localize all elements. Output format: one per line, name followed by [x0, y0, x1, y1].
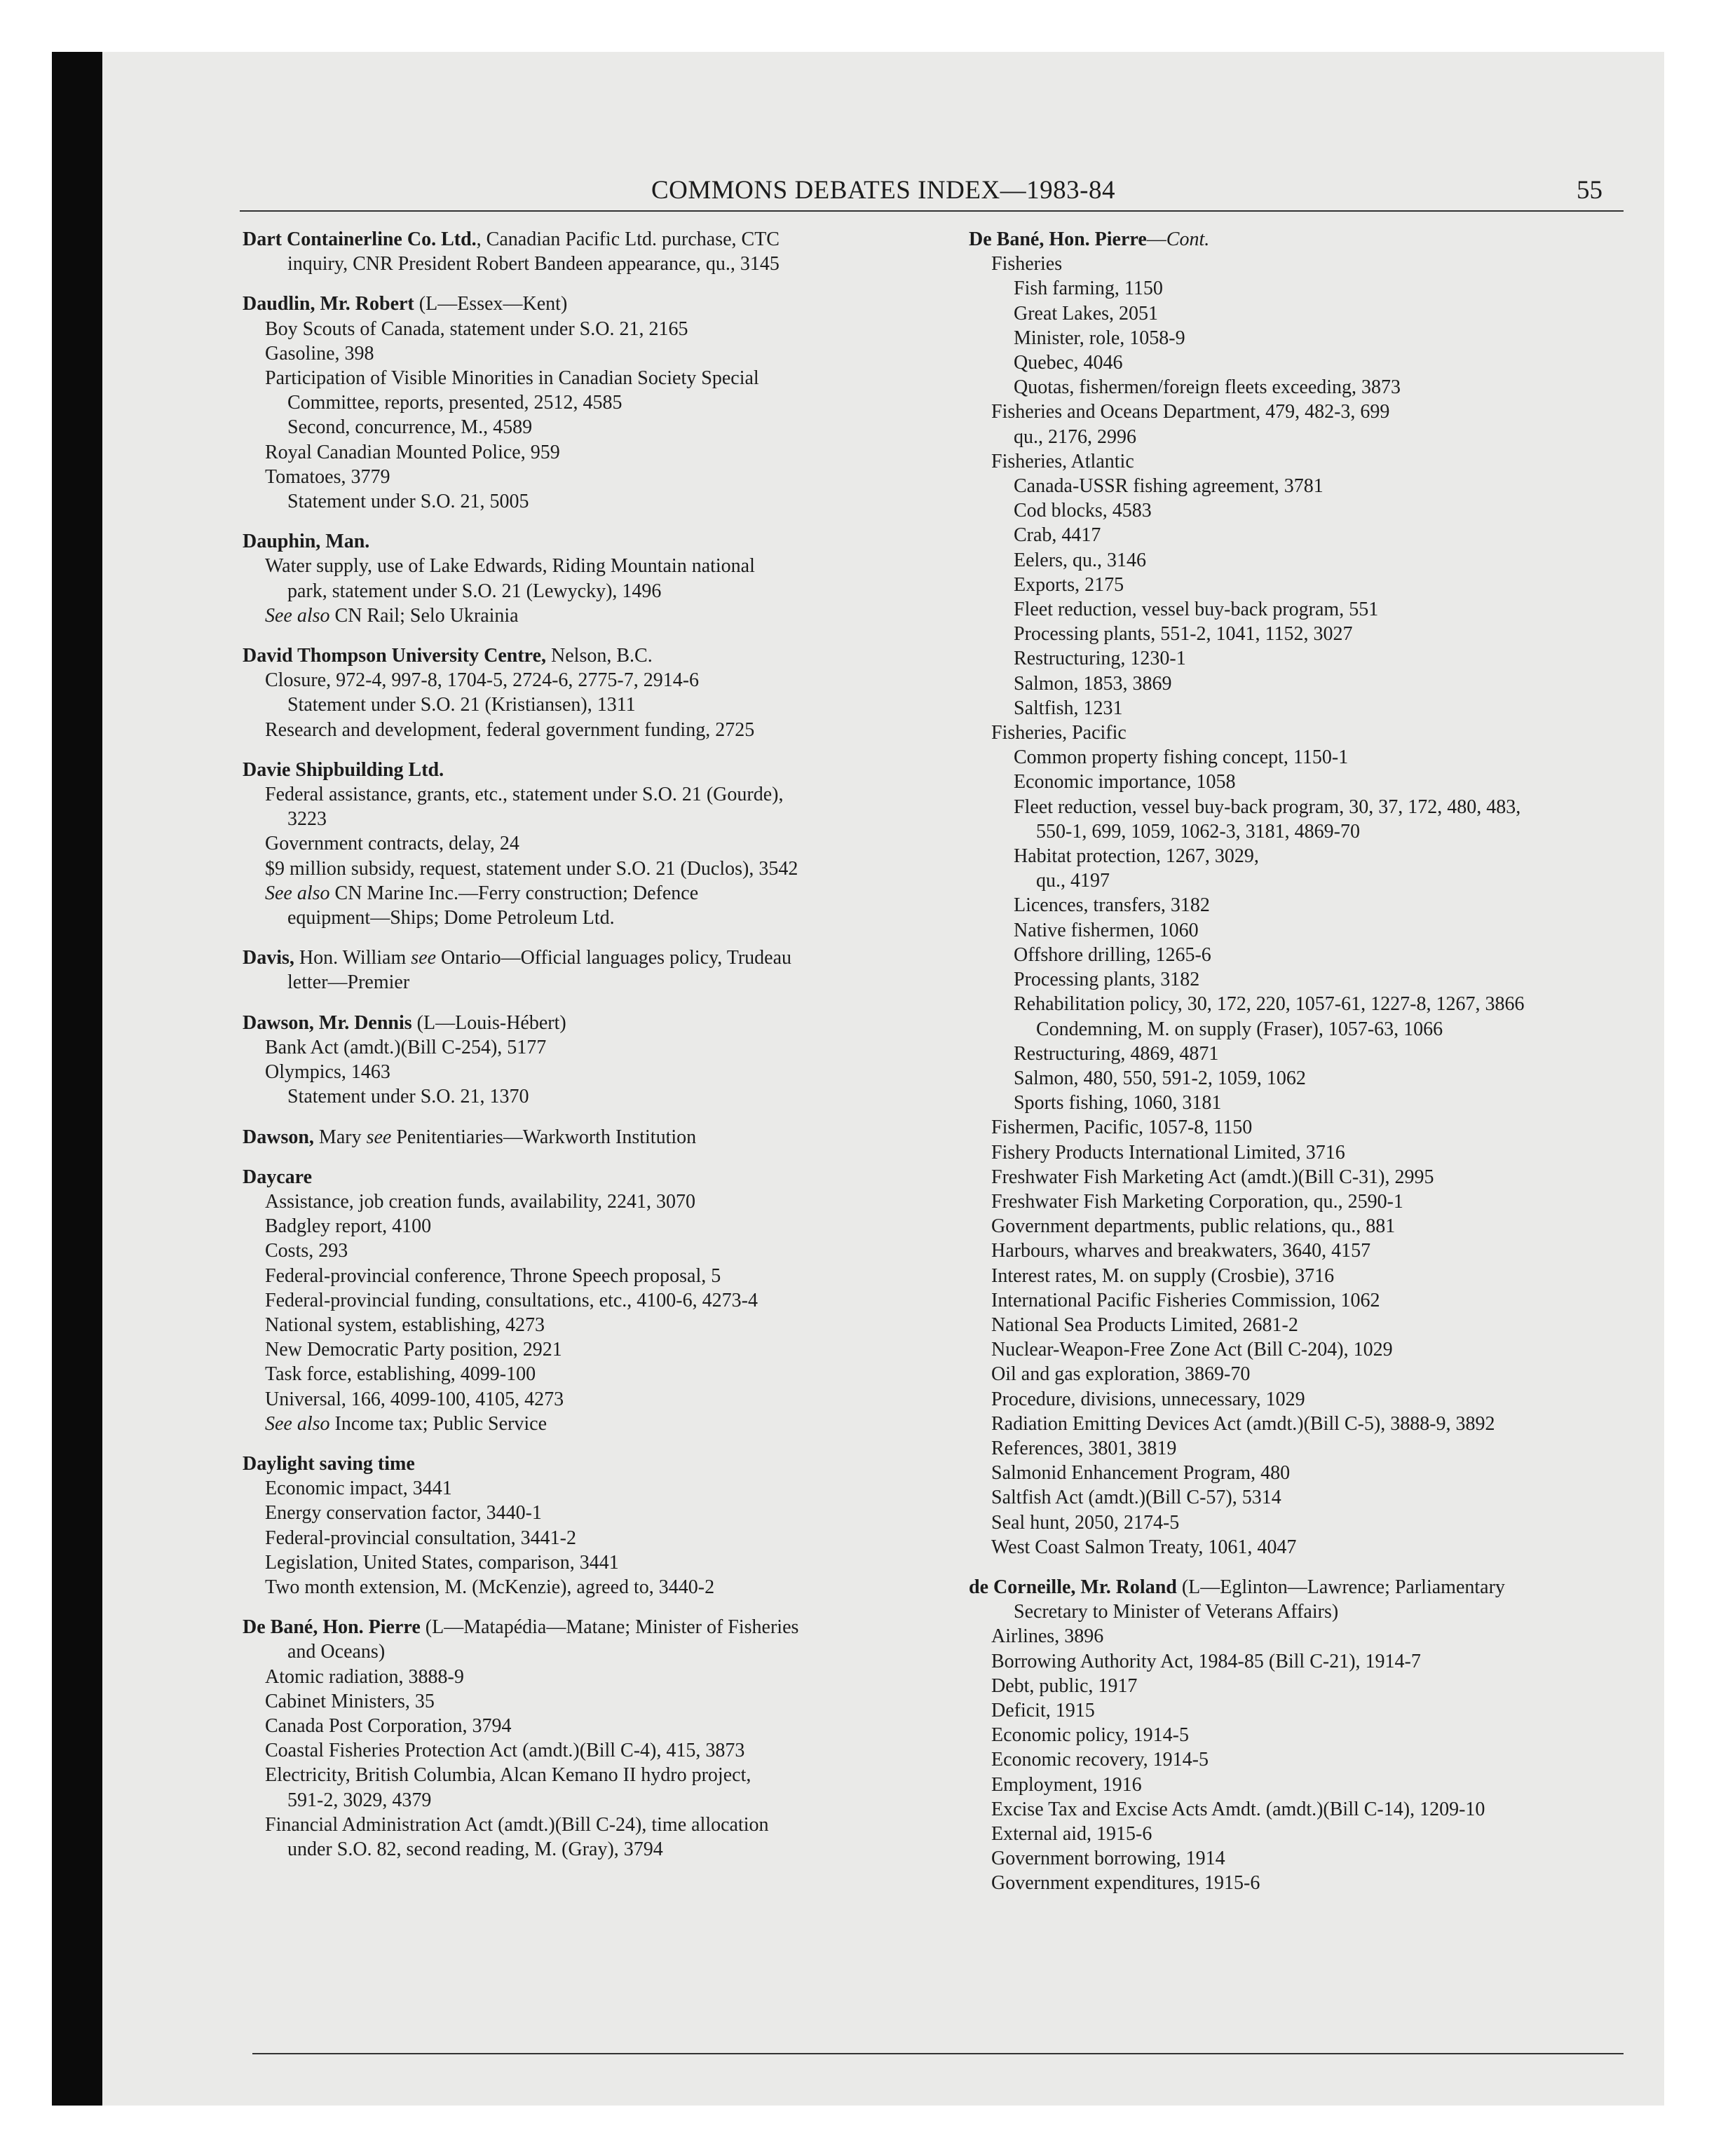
entry-text: Restructuring, 1230-1: [1014, 648, 1186, 670]
entry-subline: [243, 415, 951, 439]
entry-subline: [969, 573, 1664, 597]
entry-name: De Bané, Hon. Pierre: [969, 228, 1147, 250]
entry-subline: [243, 440, 951, 465]
entry-subline: [969, 918, 1664, 943]
entry-subline: [969, 1535, 1664, 1560]
entry-text: Secretary to Minister of Veterans Affairs): [1014, 1601, 1339, 1623]
entry-subline: [969, 1461, 1664, 1485]
entry-name: Dart Containerline Co. Ltd.: [243, 228, 477, 250]
entry-text: Federal assistance, grants, etc., statement under S.O. 21 (Gourde),: [265, 784, 784, 806]
index-entry: [243, 946, 951, 995]
entry-text: Royal Canadian Mounted Police, 959: [265, 441, 560, 463]
entry-subline: [969, 1871, 1664, 1895]
entry-text: Penitentiaries—Warkworth Institution: [391, 1126, 697, 1148]
entry-subline: [969, 301, 1664, 326]
entry-text: West Coast Salmon Treaty, 1061, 4047: [991, 1536, 1297, 1558]
entry-subline: [243, 1313, 951, 1337]
entry-text: Excise Tax and Excise Acts Amdt. (amdt.)(Bill C-14), 1209-10: [991, 1798, 1485, 1820]
entry-text: Canada Post Corporation, 3794: [265, 1714, 512, 1737]
entry-text: Employment, 1916: [991, 1773, 1142, 1796]
entry-text: Fisheries and Oceans Department, 479, 482-3, 699: [991, 401, 1390, 423]
entry-subline: [969, 943, 1664, 967]
entry-text: Great Lakes, 2051: [1014, 302, 1159, 325]
entry-subline: [243, 603, 951, 628]
entry-heading: [243, 292, 951, 316]
entry-subline: [969, 721, 1664, 745]
entry-subline: [969, 1387, 1664, 1412]
entry-text: Federal-provincial funding, consultations, etc., 4100-6, 4273-4: [265, 1289, 758, 1311]
entry-heading: [243, 1011, 951, 1035]
entry-heading: [243, 529, 951, 554]
entry-text: Nelson, B.C.: [546, 645, 653, 667]
cross-ref-label: see: [411, 947, 437, 969]
entry-text: Quotas, fishermen/foreign fleets exceeding, 3873: [1014, 376, 1401, 399]
index-entry: [243, 1452, 951, 1599]
entry-text: Coastal Fisheries Protection Act (amdt.)(Bill C-4), 415, 3873: [265, 1740, 745, 1762]
entry-text: Government expenditures, 1915-6: [991, 1872, 1260, 1895]
entry-subline: [969, 1264, 1664, 1288]
entry-text: (L—Essex—Kent): [414, 293, 568, 315]
entry-text: Task force, establishing, 4099-100: [265, 1363, 536, 1386]
entry-heading: [969, 1575, 1664, 1599]
entry-subline: [969, 1747, 1664, 1772]
entry-text: Income tax; Public Service: [329, 1412, 547, 1435]
entry-subline: [969, 375, 1664, 400]
entry-subline: [243, 252, 951, 276]
entry-subline: [969, 350, 1664, 375]
entry-name: Dawson, Mr. Dennis: [243, 1011, 412, 1034]
index-entry: [243, 1125, 951, 1149]
entry-text: Saltfish, 1231: [1014, 697, 1123, 719]
entry-subline: [969, 1066, 1664, 1091]
cross-ref-label: see: [366, 1126, 392, 1148]
entry-subline: [243, 1387, 951, 1412]
entry-text: National Sea Products Limited, 2681-2: [991, 1314, 1298, 1336]
entry-subline: [969, 1510, 1664, 1535]
entry-text: inquiry, CNR President Robert Bandeen appearance, qu., 3145: [287, 253, 780, 275]
index-column-left: [243, 227, 951, 1877]
entry-subline: [969, 893, 1664, 917]
page-number: 55: [1577, 176, 1603, 205]
entry-subline: [969, 326, 1664, 350]
entry-subline: [243, 782, 951, 807]
entry-name: Daudlin, Mr. Robert: [243, 293, 414, 315]
entry-subline: [243, 1639, 951, 1664]
entry-text: , Canadian Pacific Ltd. purchase, CTC: [476, 228, 780, 250]
entry-heading: [243, 227, 951, 252]
entry-subline: [969, 1091, 1664, 1115]
entry-text: Native fishermen, 1060: [1014, 919, 1199, 941]
entry-subline: [243, 1189, 951, 1214]
entry-subline: [969, 1822, 1664, 1846]
entry-name: Dawson,: [243, 1126, 314, 1148]
entry-text: Restructuring, 4869, 4871: [1014, 1042, 1219, 1065]
entry-subline: [243, 807, 951, 831]
entry-text: Freshwater Fish Marketing Corporation, qu., 2590-1: [991, 1190, 1403, 1213]
entry-text: Bank Act (amdt.)(Bill C-254), 5177: [265, 1036, 547, 1058]
page-sheet: [102, 52, 1664, 2106]
binding-edge: [52, 52, 102, 2106]
entry-text: Canada-USSR fishing agreement, 3781: [1014, 475, 1324, 498]
entry-text: Freshwater Fish Marketing Act (amdt.)(Bill C-31), 2995: [991, 1166, 1434, 1188]
entry-subline: [969, 622, 1664, 646]
entry-text: Economic recovery, 1914-5: [991, 1749, 1209, 1771]
entry-heading: [243, 1165, 951, 1189]
entry-subline: [243, 906, 951, 930]
entry-subline: [243, 1060, 951, 1084]
entry-subline: [243, 390, 951, 415]
entry-subline: [969, 1846, 1664, 1871]
see-also-label: See also: [265, 882, 330, 904]
entry-text: CN Marine Inc.—Ferry construction; Defence: [329, 882, 699, 904]
entry-subline: [969, 400, 1664, 424]
entry-subline: [243, 1501, 951, 1525]
entry-text: Processing plants, 3182: [1014, 969, 1200, 991]
scanned-page: [52, 52, 1664, 2106]
entry-text: Economic impact, 3441: [265, 1478, 452, 1500]
entry-text: Nuclear-Weapon-Free Zone Act (Bill C-204), 1029: [991, 1339, 1393, 1361]
entry-text: Government borrowing, 1914: [991, 1848, 1225, 1870]
entry-text: Federal-provincial consultation, 3441-2: [265, 1527, 576, 1549]
entry-text: CN Rail; Selo Ukrainia: [329, 604, 519, 627]
entry-subline: [969, 474, 1664, 498]
entry-text: Harbours, wharves and breakwaters, 3640, 4157: [991, 1240, 1371, 1262]
entry-text: Interest rates, M. on supply (Crosbie), 3716: [991, 1264, 1335, 1287]
entry-subline: [969, 1773, 1664, 1797]
entry-subline: [243, 1837, 951, 1862]
entry-subline: [243, 668, 951, 692]
entry-subline: [243, 489, 951, 514]
entry-text: and Oceans): [287, 1641, 386, 1663]
footer-rule: [252, 2053, 1624, 2054]
entry-subline: [969, 992, 1664, 1016]
entry-text: Participation of Visible Minorities in Canadian Society Special: [265, 367, 759, 390]
entry-text: 3223: [287, 808, 327, 831]
entry-subline: [969, 1017, 1664, 1042]
entry-subline: [243, 1575, 951, 1599]
entry-text: Closure, 972-4, 997-8, 1704-5, 2724-6, 2775-7, 2914-6: [265, 669, 700, 692]
entry-text: (L—Louis-Hébert): [411, 1011, 566, 1034]
index-entry: [243, 758, 951, 930]
entry-text: Economic policy, 1914-5: [991, 1724, 1190, 1747]
entry-text: New Democratic Party position, 2921: [265, 1339, 562, 1361]
entry-text: Quebec, 4046: [1014, 352, 1123, 374]
entry-subline: [243, 1264, 951, 1288]
entry-heading: [243, 1452, 951, 1476]
entry-subline: [969, 276, 1664, 301]
entry-subline: [969, 1042, 1664, 1066]
entry-text: Federal-provincial conference, Throne Speech proposal, 5: [265, 1264, 721, 1287]
entry-subline: [243, 1788, 951, 1813]
entry-text: Legislation, United States, comparison, 3441: [265, 1551, 619, 1574]
entry-text: Two month extension, M. (McKenzie), agreed to, 3440-2: [265, 1576, 715, 1598]
see-also-label: See also: [265, 1412, 330, 1435]
entry-text: Crab, 4417: [1014, 524, 1101, 547]
entry-text: Habitat protection, 1267, 3029,: [1014, 845, 1259, 868]
entry-subline: [969, 498, 1664, 523]
entry-text: park, statement under S.O. 21 (Lewycky), 1496: [287, 580, 662, 602]
entry-text: $9 million subsidy, request, statement under S.O. 21 (Duclos), 3542: [265, 857, 798, 880]
entry-text: Government contracts, delay, 24: [265, 833, 519, 855]
entry-subline: [243, 341, 951, 366]
entry-text: Electricity, British Columbia, Alcan Kemano II hydro project,: [265, 1764, 751, 1787]
entry-text: Statement under S.O. 21, 1370: [287, 1086, 529, 1108]
index-entry: [243, 227, 951, 276]
entry-text: Energy conservation factor, 3440-1: [265, 1502, 542, 1524]
entry-text: Eelers, qu., 3146: [1014, 549, 1146, 571]
entry-text: Financial Administration Act (amdt.)(Bill C-24), time allocation: [265, 1813, 769, 1836]
entry-subline: [969, 1362, 1664, 1386]
entry-text: Deficit, 1915: [991, 1699, 1095, 1721]
entry-text: Tomatoes, 3779: [265, 465, 390, 488]
entry-text: —: [1146, 228, 1166, 250]
entry-subline: [969, 425, 1664, 449]
entry-text: Fisheries, Pacific: [991, 722, 1127, 744]
entry-subline: [969, 1165, 1664, 1189]
entry-subline: [243, 1362, 951, 1386]
entry-subline: [243, 1239, 951, 1263]
entry-subline: [969, 1140, 1664, 1165]
entry-subline: [243, 1084, 951, 1109]
index-entry: [969, 227, 1664, 1560]
index-column-right: [969, 227, 1664, 1911]
entry-text: International Pacific Fisheries Commission, 1062: [991, 1289, 1380, 1311]
entry-text: Research and development, federal government funding, 2725: [265, 718, 755, 741]
entry-text: National system, establishing, 4273: [265, 1314, 545, 1336]
entry-subline: [243, 857, 951, 881]
entry-text: Borrowing Authority Act, 1984-85 (Bill C-21), 1914-7: [991, 1650, 1421, 1672]
cross-ref-label: Cont.: [1166, 228, 1210, 250]
entry-subline: [969, 770, 1664, 794]
entry-subline: [969, 868, 1664, 893]
entry-text: Economic importance, 1058: [1014, 771, 1236, 793]
entry-text: qu., 2176, 2996: [1014, 425, 1136, 448]
entry-subline: [969, 597, 1664, 622]
entry-subline: [243, 1714, 951, 1738]
entry-text: Licences, transfers, 3182: [1014, 894, 1210, 917]
entry-text: Salmon, 480, 550, 591-2, 1059, 1062: [1014, 1067, 1306, 1089]
entry-subline: [969, 1189, 1664, 1214]
entry-subline: [969, 1797, 1664, 1822]
entry-heading: [243, 1125, 951, 1149]
entry-text: Universal, 166, 4099-100, 4105, 4273: [265, 1388, 564, 1410]
entry-text: Badgley report, 4100: [265, 1215, 432, 1238]
entry-subline: [969, 548, 1664, 573]
entry-text: letter—Premier: [287, 971, 410, 994]
entry-subline: [969, 844, 1664, 868]
entry-subline: [243, 1526, 951, 1550]
entry-text: Fishery Products International Limited, 3716: [991, 1141, 1345, 1164]
index-entry: [243, 1615, 951, 1862]
entry-subline: [969, 696, 1664, 721]
entry-heading: [243, 1615, 951, 1639]
entry-text: Committee, reports, presented, 2512, 4585: [287, 392, 622, 414]
entry-heading: [243, 946, 951, 970]
entry-subline: [969, 1436, 1664, 1461]
entry-subline: [969, 1214, 1664, 1239]
entry-text: Second, concurrence, M., 4589: [287, 416, 533, 439]
entry-text: Ontario—Official languages policy, Trudeau: [436, 947, 792, 969]
entry-text: Fishermen, Pacific, 1057-8, 1150: [991, 1117, 1253, 1139]
entry-text: Statement under S.O. 21, 5005: [287, 491, 529, 513]
entry-subline: [969, 646, 1664, 671]
entry-text: Sports fishing, 1060, 3181: [1014, 1092, 1222, 1114]
entry-subline: [969, 1412, 1664, 1436]
entry-text: Salmonid Enhancement Program, 480: [991, 1462, 1291, 1485]
entry-text: Minister, role, 1058-9: [1014, 327, 1185, 349]
index-entry: [243, 643, 951, 742]
entry-name: Davis,: [243, 947, 294, 969]
entry-subline: [243, 1665, 951, 1689]
entry-subline: [243, 579, 951, 603]
entry-subline: [243, 1763, 951, 1787]
entry-subline: [243, 1214, 951, 1239]
entry-subline: [969, 1485, 1664, 1510]
entry-name: Dauphin, Man.: [243, 531, 370, 553]
entry-subline: [969, 449, 1664, 474]
entry-name: Daycare: [243, 1166, 312, 1188]
entry-text: Fisheries: [991, 253, 1063, 275]
entry-subline: [243, 554, 951, 578]
entry-subline: [969, 1649, 1664, 1674]
entry-subline: [243, 1689, 951, 1714]
entry-text: 550-1, 699, 1059, 1062-3, 3181, 4869-70: [1036, 820, 1360, 842]
entry-subline: [969, 252, 1664, 276]
entry-text: Fisheries, Atlantic: [991, 450, 1134, 472]
entry-text: Exports, 2175: [1014, 573, 1124, 596]
index-entry: [243, 1165, 951, 1436]
entry-text: Hon. William: [294, 947, 411, 969]
entry-subline: [243, 1550, 951, 1575]
entry-text: Debt, public, 1917: [991, 1674, 1138, 1697]
entry-text: References, 3801, 3819: [991, 1437, 1177, 1459]
entry-subline: [969, 671, 1664, 696]
entry-text: Water supply, use of Lake Edwards, Riding Mountain national: [265, 555, 755, 578]
entry-text: Common property fishing concept, 1150-1: [1014, 746, 1349, 769]
entry-text: Mary: [313, 1126, 367, 1148]
entry-subline: [243, 692, 951, 717]
entry-subline: [969, 795, 1664, 819]
header-rule: [240, 210, 1624, 212]
entry-text: External aid, 1915-6: [991, 1823, 1152, 1845]
entry-text: Fleet reduction, vessel buy-back program, 551: [1014, 599, 1379, 621]
entry-text: equipment—Ships; Dome Petroleum Ltd.: [287, 907, 615, 929]
entry-subline: [969, 1239, 1664, 1263]
entry-subline: [243, 1813, 951, 1837]
entry-subline: [243, 1476, 951, 1501]
entry-name: Daylight saving time: [243, 1452, 415, 1475]
entry-text: Rehabilitation policy, 30, 172, 220, 1057-61, 1227-8, 1267, 3866: [1014, 993, 1525, 1016]
entry-subline: [969, 1115, 1664, 1140]
entry-text: Fleet reduction, vessel buy-back program, 30, 37, 172, 480, 483,: [1014, 796, 1521, 818]
entry-text: Condemning, M. on supply (Fraser), 1057-63, 1066: [1036, 1018, 1443, 1040]
entry-subline: [969, 967, 1664, 992]
entry-subline: [243, 1035, 951, 1060]
entry-subline: [969, 523, 1664, 547]
entry-text: under S.O. 82, second reading, M. (Gray), 3794: [287, 1838, 663, 1860]
entry-text: Airlines, 3896: [991, 1625, 1104, 1648]
entry-name: de Corneille, Mr. Roland: [969, 1576, 1177, 1598]
entry-heading: [969, 227, 1664, 252]
entry-name: David Thompson University Centre,: [243, 645, 547, 667]
entry-subline: [969, 1723, 1664, 1747]
page-header-title: COMMONS DEBATES INDEX—1983-84: [651, 176, 1116, 205]
entry-text: Costs, 293: [265, 1240, 348, 1262]
entry-name: Davie Shipbuilding Ltd.: [243, 758, 444, 781]
entry-text: Government departments, public relations, qu., 881: [991, 1215, 1396, 1238]
entry-text: 591-2, 3029, 4379: [287, 1789, 432, 1811]
entry-heading: [243, 758, 951, 782]
entry-text: Offshore drilling, 1265-6: [1014, 943, 1211, 966]
entry-text: (L—Matapédia—Matane; Minister of Fisheries: [420, 1616, 799, 1639]
entry-text: Saltfish Act (amdt.)(Bill C-57), 5314: [991, 1487, 1281, 1509]
entry-subline: [243, 366, 951, 390]
entry-text: Fish farming, 1150: [1014, 278, 1163, 300]
entry-name: De Bané, Hon. Pierre: [243, 1616, 421, 1639]
entry-text: (L—Eglinton—Lawrence; Parliamentary: [1176, 1576, 1505, 1598]
entry-text: Atomic radiation, 3888-9: [265, 1665, 464, 1688]
entry-text: Boy Scouts of Canada, statement under S.O. 21, 2165: [265, 318, 688, 340]
entry-heading: [243, 643, 951, 668]
index-entry: [243, 1011, 951, 1110]
entry-subline: [969, 1698, 1664, 1723]
entry-subline: [969, 1674, 1664, 1698]
entry-subline: [969, 1313, 1664, 1337]
entry-subline: [243, 1288, 951, 1313]
entry-text: Radiation Emitting Devices Act (amdt.)(Bill C-5), 3888-9, 3892: [991, 1412, 1495, 1435]
entry-text: Cabinet Ministers, 35: [265, 1690, 435, 1712]
index-entry: [243, 529, 951, 628]
entry-subline: [969, 1599, 1664, 1624]
entry-subline: [969, 1624, 1664, 1649]
index-entry: [243, 292, 951, 514]
entry-text: Olympics, 1463: [265, 1061, 390, 1084]
see-also-label: See also: [265, 604, 330, 627]
entry-subline: [969, 819, 1664, 844]
entry-subline: [243, 831, 951, 856]
entry-subline: [969, 1337, 1664, 1362]
entry-subline: [969, 745, 1664, 770]
entry-subline: [243, 465, 951, 489]
index-entry: [969, 1575, 1664, 1896]
entry-text: Salmon, 1853, 3869: [1014, 672, 1172, 695]
entry-text: Gasoline, 398: [265, 342, 374, 364]
entry-subline: [243, 881, 951, 906]
entry-text: Procedure, divisions, unnecessary, 1029: [991, 1388, 1305, 1410]
entry-text: Cod blocks, 4583: [1014, 500, 1152, 522]
entry-text: Assistance, job creation funds, availability, 2241, 3070: [265, 1190, 696, 1213]
entry-text: Statement under S.O. 21 (Kristiansen), 1311: [287, 694, 636, 716]
entry-subline: [243, 1412, 951, 1436]
entry-text: Processing plants, 551-2, 1041, 1152, 3027: [1014, 623, 1353, 646]
entry-subline: [243, 317, 951, 341]
entry-text: Oil and gas exploration, 3869-70: [991, 1363, 1251, 1386]
entry-subline: [969, 1288, 1664, 1313]
entry-subline: [243, 1337, 951, 1362]
entry-text: Seal hunt, 2050, 2174-5: [991, 1511, 1180, 1534]
entry-text: qu., 4197: [1036, 870, 1110, 892]
entry-subline: [243, 1738, 951, 1763]
entry-subline: [243, 718, 951, 742]
entry-subline: [243, 970, 951, 995]
